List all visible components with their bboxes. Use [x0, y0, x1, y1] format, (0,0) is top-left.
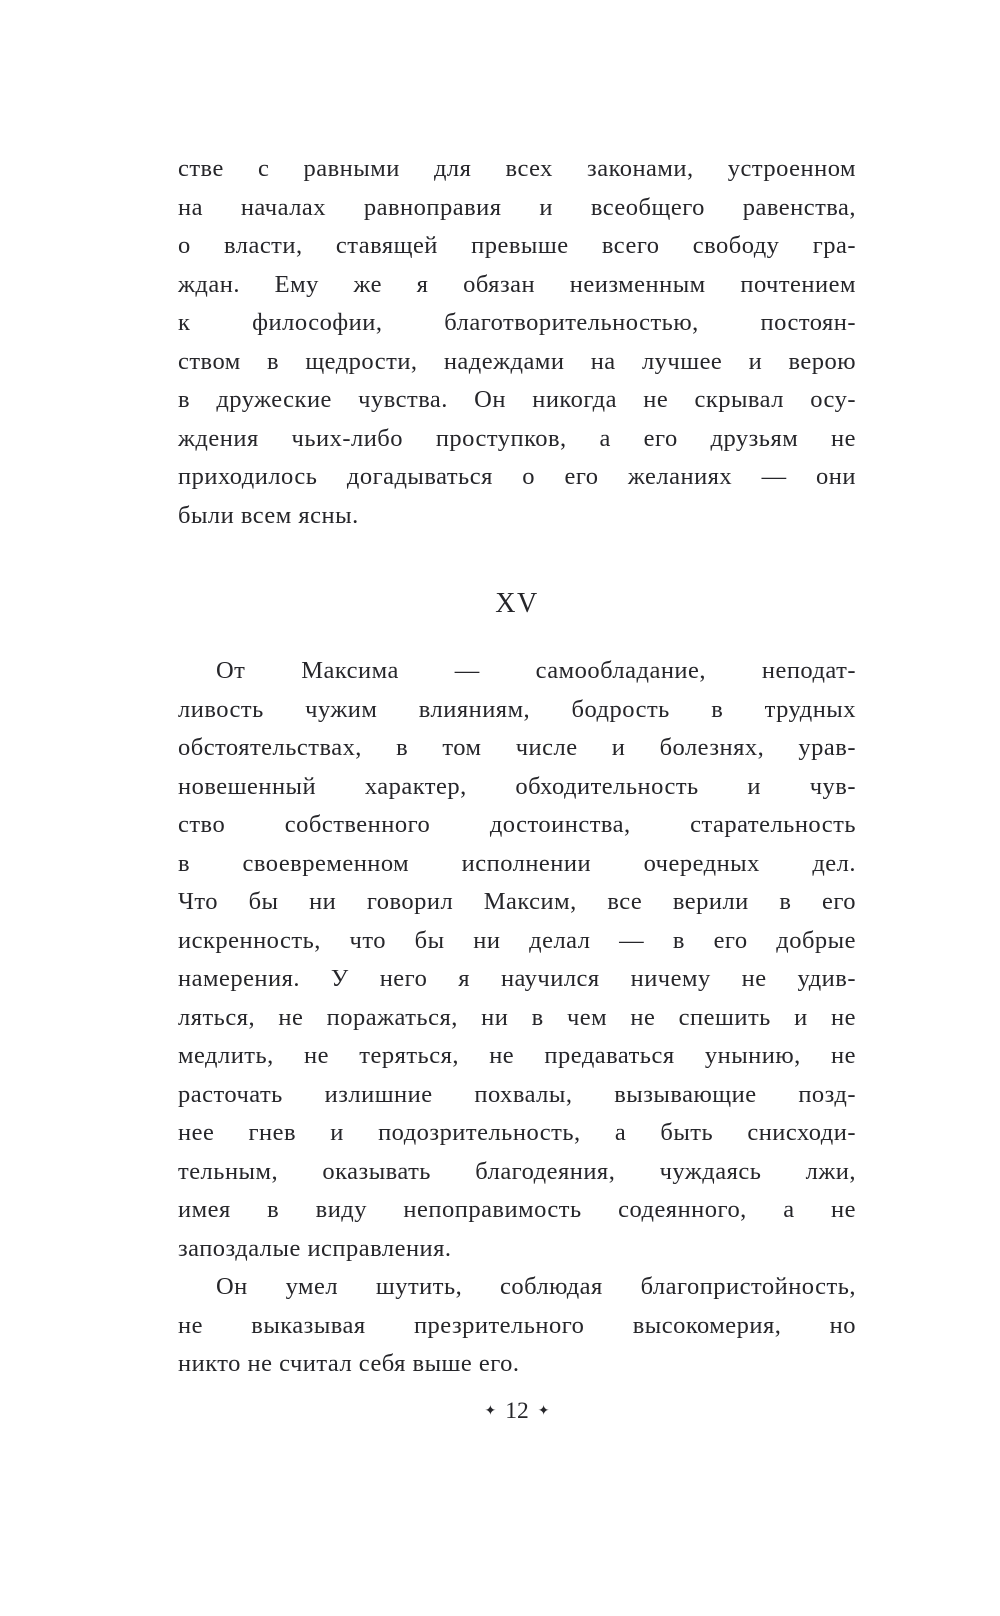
text-line: ством в щедрости, надеждами на лучшее и верою — [178, 347, 856, 375]
text-line: ждан. Ему же я обязан неизменным почтением — [178, 270, 856, 298]
text-line: были всем ясны. — [178, 501, 359, 529]
paragraph — [178, 150, 856, 535]
text-line: Что бы ни говорил Максим, все верили в его — [178, 888, 856, 915]
text-line: ливость чужим влияниям, бодрость в трудных — [178, 695, 856, 723]
text-line: ждения чьих-либо проступков, а его друзьям не — [178, 424, 856, 452]
text-line: искренность, что бы ни делал — в его добрые — [178, 926, 856, 954]
footer-ornament-right-icon: ✦ — [537, 1404, 550, 1419]
text-line: расточать излишние похвалы, вызывающие позд- — [178, 1080, 856, 1108]
text-line: не выказывая презрительного высокомерия, но — [178, 1311, 856, 1339]
text-line: Он умел шутить, соблюдая благопристойность, — [216, 1273, 856, 1300]
page-number: 12 — [505, 1398, 529, 1424]
footer-ornament-left-icon: ✦ — [484, 1404, 497, 1419]
text-line: о власти, ставящей превыше всего свободу гра- — [178, 232, 856, 259]
page-footer — [178, 1398, 856, 1425]
text-line: приходилось догадываться о его желаниях — они — [178, 463, 856, 490]
text-line: в дружеские чувства. Он никогда не скрывал осу- — [178, 386, 856, 413]
text-line: медлить, не теряться, не предаваться унынию, не — [178, 1042, 856, 1069]
text-line: нее гнев и подозрительность, а быть снисходи- — [178, 1119, 856, 1146]
text-line: в своевременном исполнении очередных дел. — [178, 849, 856, 877]
text-line: имея в виду непоправимость содеянного, а не — [178, 1196, 856, 1223]
text-line: запоздалые исправления. — [178, 1234, 452, 1262]
text-line: никто не считал себя выше его. — [178, 1350, 520, 1377]
text-line: ство собственного достоинства, старательность — [178, 811, 856, 838]
text-line: От Максима — самообладание, неподат- — [216, 657, 856, 684]
text-line: обстоятельствах, в том числе и болезнях, урав- — [178, 734, 856, 761]
text-line: намерения. У него я научился ничему не удив- — [178, 965, 856, 992]
paragraph — [178, 1268, 856, 1384]
paragraph — [178, 652, 856, 1268]
text-line: новешенный характер, обходительность и чув- — [178, 772, 856, 800]
section-heading: XV — [495, 588, 539, 619]
text-column — [178, 150, 856, 1384]
text-line: на началах равноправия и всеобщего равенства, — [178, 193, 856, 221]
text-line: тельным, оказывать благодеяния, чуждаясь лжи, — [178, 1157, 856, 1185]
text-line: к философии, благотворительностью, постоян- — [178, 309, 856, 336]
text-line: ляться, не поражаться, ни в чем не спешить и не — [178, 1003, 856, 1031]
text-line: стве с равными для всех законами, устроенном — [178, 155, 856, 182]
